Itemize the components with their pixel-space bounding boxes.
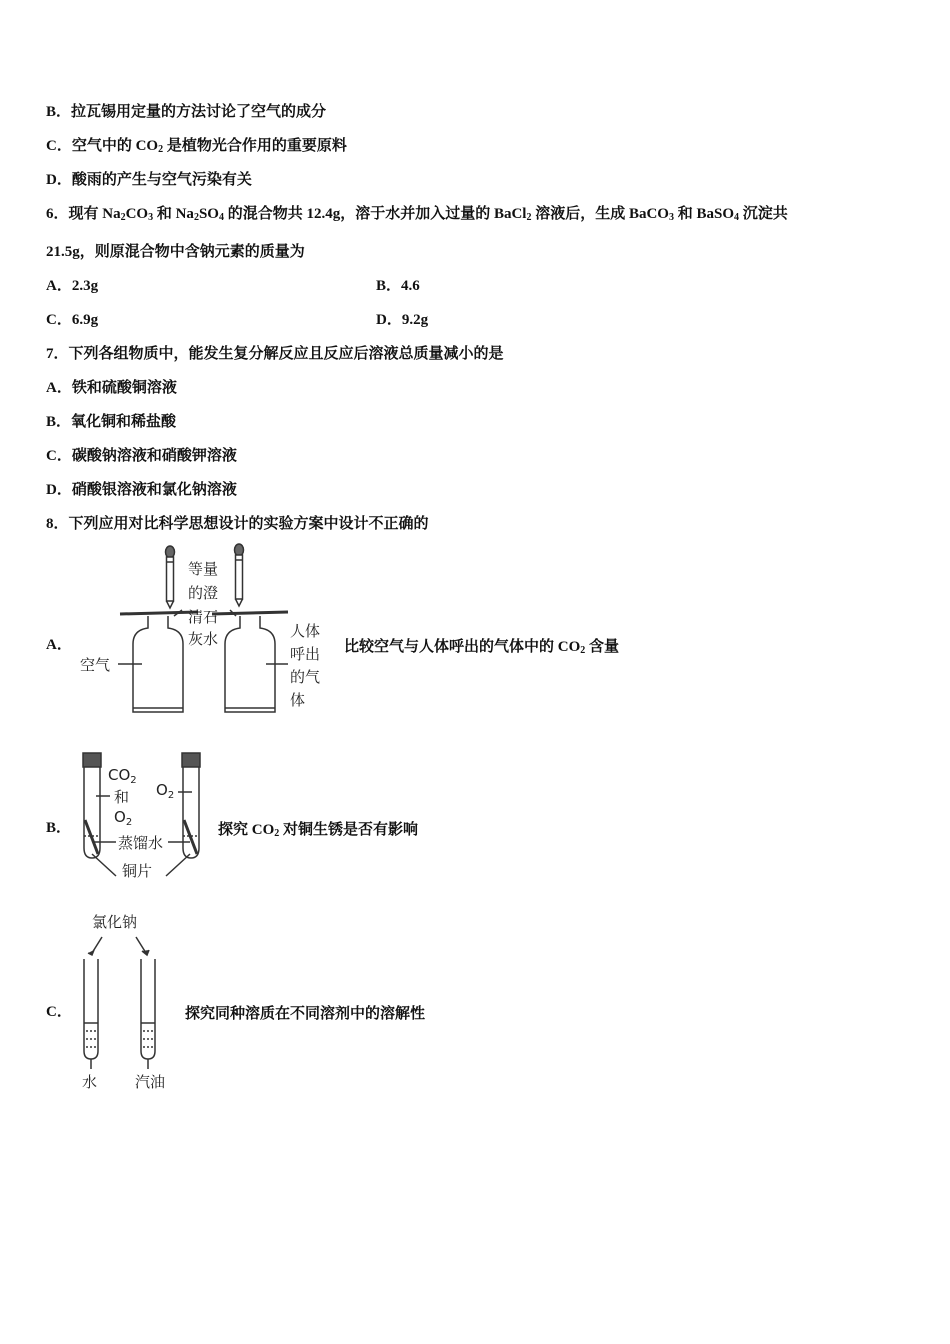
limewater-label-3: 清石 (188, 608, 219, 626)
cover-glass (120, 612, 198, 614)
q7-option-d (46, 480, 237, 500)
subscript: 2 (158, 144, 164, 155)
option-letter: B． (46, 104, 72, 120)
stopper (182, 753, 200, 767)
q8-option-c-letter: C． (46, 1004, 72, 1020)
subscript: 2 (193, 212, 199, 223)
test-tube (84, 767, 100, 858)
option-text: 拉瓦锡用定量的方法讨论了空气的成分 (71, 104, 327, 120)
subscript: 2 (274, 828, 280, 839)
q5-option-c (46, 136, 347, 160)
q6-option-c (46, 310, 98, 330)
option-letter: D． (46, 172, 72, 188)
q8-option-a-caption (344, 635, 619, 656)
breath-label-3: 的气 (290, 668, 321, 686)
option-letter: A． (46, 278, 72, 294)
limewater-label-4: 灰水 (188, 630, 219, 648)
stem-text: CO (125, 206, 149, 222)
water-label: 水 (82, 1073, 98, 1091)
subscript: 3 (668, 212, 674, 223)
breath-label-4: 体 (290, 691, 306, 709)
caption-text: 比较空气与人体呼出的气体中的 CO (344, 639, 581, 655)
q7-option-c (46, 446, 237, 466)
subscript: 2 (526, 212, 532, 223)
nacl-label: 氯化钠 (92, 913, 138, 931)
stem-text: 沉淀共 (739, 206, 788, 222)
caption-text: 对铜生锈是否有影响 (279, 822, 419, 838)
test-tube (141, 959, 155, 1059)
q5-option-d (46, 170, 252, 190)
option-text: 碳酸钠溶液和硝酸钾溶液 (71, 448, 237, 464)
copper-strip (184, 820, 197, 854)
q7-option-b (46, 412, 176, 432)
q6-stem-line2: 21.5g，则原混合物中含钠元素的质量为 (46, 244, 305, 260)
and-label: 和 (114, 788, 130, 806)
gasoline-label: 汽油 (135, 1073, 166, 1091)
subscript: 4 (218, 212, 224, 223)
caption-text: 探究 CO (218, 822, 275, 838)
water-label: 蒸馏水 (118, 834, 164, 852)
stem-text: 和 Na (153, 206, 194, 222)
copper-label: 铜片 (122, 862, 153, 880)
option-text: 是植物光合作用的重要原料 (163, 138, 347, 154)
subscript: 2 (580, 645, 586, 656)
option-letter: C． (46, 138, 72, 154)
option-letter: D． (376, 312, 402, 328)
breath-label-2: 呼出 (290, 645, 321, 663)
option-letter: B． (376, 278, 402, 294)
test-tube (183, 767, 199, 858)
breath-label-1: 人体 (290, 622, 321, 640)
limewater-label-1: 等量 (188, 560, 219, 578)
figure-b-test-tubes (70, 750, 210, 885)
dropper-tube (167, 557, 174, 601)
q7-option-a (46, 378, 177, 398)
stem-text: 和 BaSO (673, 206, 734, 222)
air-label: 空气 (80, 656, 111, 674)
figure-c-test-tubes (70, 905, 190, 1095)
q8-option-b-letter: B． (46, 820, 72, 836)
stem-text: 溶液后，生成 BaCO (531, 206, 669, 222)
q6-stem-line1 (46, 204, 788, 228)
co2-label: $CO_2$ (108, 766, 137, 786)
q7-stem: 7．下列各组物质中，能发生复分解反应且反应后溶液总质量减小的是 (46, 346, 504, 362)
limewater-label-2: 的澄 (188, 584, 219, 602)
q8-stem: 8．下列应用对比科学思想设计的实验方案中设计不正确的 (46, 516, 429, 532)
subscript: 3 (148, 212, 154, 223)
caption-text: 含量 (585, 639, 620, 655)
option-text: 氧化铜和稀盐酸 (71, 414, 177, 430)
test-tube (84, 959, 98, 1059)
option-text: 酸雨的产生与空气污染有关 (71, 172, 252, 188)
stem-text: SO (198, 206, 219, 222)
o2-label: $O_2$ (114, 808, 133, 828)
option-text: 硝酸银溶液和氯化钠溶液 (71, 482, 237, 498)
option-text: 6.9g (71, 312, 99, 328)
q5-option-b (46, 102, 326, 122)
option-text: 铁和硫酸铜溶液 (71, 380, 177, 396)
dropper-bulb (166, 546, 175, 558)
stopper (83, 753, 101, 767)
option-letter: D． (46, 482, 72, 498)
q6-option-b (376, 276, 420, 296)
dropper-bulb (235, 544, 244, 556)
subscript: 4 (734, 212, 739, 223)
option-letter: B． (46, 414, 72, 430)
q8-option-b-caption (218, 818, 418, 839)
subscript: 2 (120, 212, 126, 223)
figure-a-gas-bottles (70, 540, 340, 720)
option-letter: C． (46, 312, 72, 328)
stem-text: 的混合物共 12.4g，溶于水并加入过量的 BaCl (223, 206, 527, 222)
cover-glass (212, 612, 288, 614)
q8-option-a-letter: A． (46, 637, 72, 653)
option-text: 4.6 (401, 278, 420, 294)
stem-text: 6．现有 Na (46, 206, 121, 222)
copper-strip (85, 820, 98, 854)
option-text: 9.2g (401, 312, 429, 328)
option-letter: C． (46, 448, 72, 464)
o2-right-label: $O_2$ (156, 781, 175, 801)
q8-option-c-caption: 探究同种溶质在不同溶剂中的溶解性 (185, 1006, 426, 1022)
option-text: 空气中的 CO (71, 138, 159, 154)
option-letter: A． (46, 380, 72, 396)
option-text: 2.3g (71, 278, 99, 294)
dropper-tube (236, 555, 243, 599)
q6-option-a (46, 276, 98, 296)
q6-option-d (376, 310, 428, 330)
